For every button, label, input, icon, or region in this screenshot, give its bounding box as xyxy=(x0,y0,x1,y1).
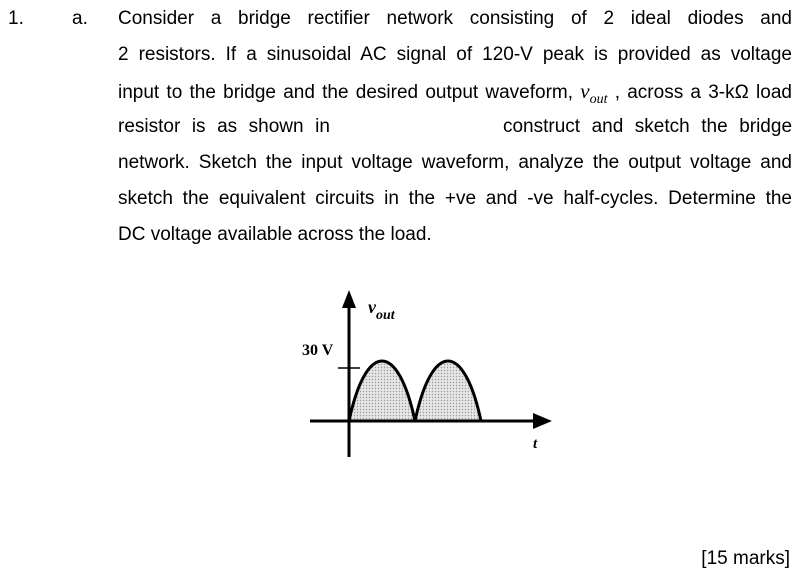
waveform-pulse-2 xyxy=(415,361,481,421)
x-axis-arrow-icon xyxy=(533,413,552,429)
output-voltage-symbol xyxy=(580,79,608,108)
line-4-text-start: resistor is as shown in xyxy=(118,116,330,137)
line-3-text-start: input to the bridge and the desired output waveform, xyxy=(118,82,581,103)
question-line-5: network. Sketch the input voltage waveform, analyze the output voltage and xyxy=(118,152,792,173)
marks-label: [15 marks] xyxy=(701,548,790,569)
question-line-2: 2 resistors. If a sinusoidal AC signal of 120-V peak is provided as voltage xyxy=(118,44,792,65)
line-3-text-end: , across a 3-kΩ load xyxy=(607,82,792,103)
y-axis-arrow-icon xyxy=(342,290,356,308)
question-line-1: Consider a bridge rectifier network consisting of 2 ideal diodes and xyxy=(118,8,792,29)
question-line-3 xyxy=(118,73,792,109)
question-line-7: DC voltage available across the load. xyxy=(118,224,432,245)
question-part-label: a. xyxy=(72,8,88,29)
question-line-6: sketch the equivalent circuits in the +ve and -ve half-cycles. Determine the xyxy=(118,188,792,209)
question-number: 1. xyxy=(8,8,24,29)
output-waveform-figure xyxy=(290,285,560,465)
question-line-4 xyxy=(118,109,792,145)
output-voltage-subscript: out xyxy=(589,92,608,108)
x-axis-label: t xyxy=(533,436,538,452)
question-text xyxy=(118,1,792,253)
peak-voltage-label: 30 V xyxy=(302,342,334,359)
y-axis-label: $v_{out}$ xyxy=(368,297,395,323)
line-4-text-end: construct and sketch the bridge xyxy=(502,116,793,137)
output-voltage-letter: v xyxy=(580,79,590,103)
waveform-pulse-1 xyxy=(349,361,415,421)
output-waveform-svg xyxy=(290,285,560,460)
